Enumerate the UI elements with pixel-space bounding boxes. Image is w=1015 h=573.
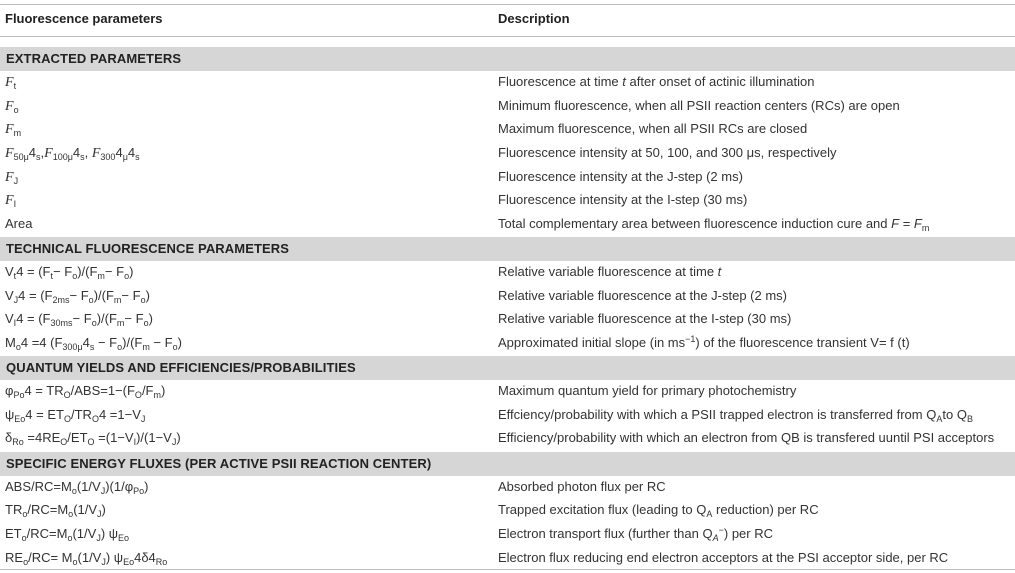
table-row [0, 213, 1015, 237]
description-cell: Absorbed photon flux per RC [498, 478, 666, 494]
parameter-cell: $\psi_{Eo}4 = ET_O/TR_O4 =1-V_J$ [5, 406, 146, 424]
section-title: EXTRACTED PARAMETERS [6, 51, 182, 66]
column-header-parameters: Fluorescence parameters [5, 11, 163, 26]
parameter-cell: $F_o$ [5, 98, 19, 115]
description-cell: Trapped excitation flux (leading to $Q_A$ reduction) per RC [498, 502, 819, 520]
description-cell: Electron flux reducing end electron acceptors at the PSI acceptor side, per RC [498, 549, 949, 565]
description-cell: Fluorescence at time t after onset of actinic illumination [498, 74, 815, 89]
parameter-cell: $TR_o/RC=M_o(1/V_J)$ [5, 502, 106, 520]
section-header [0, 237, 1015, 261]
table-row [0, 308, 1015, 332]
section-title: SPECIFIC ENERGY FLUXES (PER ACTIVE PSII REACTION CENTER) [6, 455, 432, 471]
section-title: QUANTUM YIELDS AND EFFICIENCIES/PROBABILITIES [6, 360, 356, 376]
table-row [0, 189, 1015, 213]
parameter-cell: $\delta_{Ro} =4RE_O/ET_O =(1-V_I)/(1-V_J)$ [5, 430, 181, 448]
table-row [0, 166, 1015, 190]
parameter-cell: ABS/$RC=M_o(1/V_J)(1/\varphi_{Po})$ [5, 478, 149, 496]
table-row [0, 404, 1015, 428]
parameter-cell: $ET_o/RC=M_o(1/V_J)$ $\psi_{Eo}$ [5, 525, 130, 543]
parameter-cell: $F_I$ [5, 193, 17, 210]
table-row [0, 427, 1015, 451]
description-cell: Minimum fluorescence, when all PSII reaction centers (RCs) are open [498, 97, 900, 113]
section-title: TECHNICAL FLUORESCENCE PARAMETERS [6, 241, 290, 257]
description-cell: Fluorescence intensity at 50, 100, and 300 μs, respectively [498, 144, 837, 160]
description-cell: Relative variable fluorescence at time t [498, 264, 722, 280]
description-cell: Fluorescence intensity at the I-step (30 ms) [498, 192, 748, 208]
parameter-cell: $F_{50\mu}4_s,F_{100\mu}4_s$, $F_{300}4_\mu 4_s$ [5, 144, 140, 162]
table-row [0, 285, 1015, 309]
description-cell: Approximated initial slope (in $ms^{-1}$) of the fluorescence transient V= f (t) [498, 334, 910, 350]
table-bottom-rule [0, 569, 1015, 570]
section-header [0, 356, 1015, 380]
section-header [0, 47, 1015, 71]
parameter-cell: $V_J4 = (F_{2ms}- F_o)/(F_m- F_o)$ [5, 287, 150, 305]
description-cell: Total complementary area between fluorescence induction cure and $F = F_m$ [498, 215, 930, 233]
parameter-cell: $M_o4 =4$ $(F_{300\mu}4_s - F_o)/(F_m - F_o)$ [5, 335, 182, 352]
parameter-cell: Area [5, 215, 33, 231]
parameter-cell: $V_I4 = (F_{30ms}- F_o)/(F_m- F_o)$ [5, 311, 153, 329]
table-row [0, 118, 1015, 142]
table-row [0, 523, 1015, 547]
parameter-cell: $F_J$ [5, 169, 19, 186]
table-row [0, 71, 1015, 95]
description-cell: Electron transport flux (further than $Q_A^-$) per RC [498, 524, 774, 543]
description-cell: Relative variable fluorescence at the J-step (2 ms) [498, 287, 788, 303]
column-header-description: Description [498, 11, 570, 26]
table-row [0, 476, 1015, 500]
description-cell: Maximum fluorescence, when all PSII RCs are closed [498, 121, 808, 137]
table-row [0, 95, 1015, 119]
description-cell: Maximum quantum yield for primary photochemistry [498, 383, 797, 399]
table-row [0, 380, 1015, 404]
table-row [0, 142, 1015, 166]
parameter-cell: $\varphi_{Po}4 = TR_O/ABS=1-(F_O/F_m)$ [5, 383, 166, 401]
description-cell: Fluorescence intensity at the J-step (2 ms) [498, 168, 743, 184]
header-rule [0, 36, 1015, 37]
description-cell: Efficiency/probability with which an electron from QB is transfered uuntil PSI acceptors [498, 430, 995, 446]
description-cell: Relative variable fluorescence at the I-step (30 ms) [498, 311, 792, 327]
description-cell: Effciency/probability with which a PSII trapped electron is transferred from $Q_Ato$ $Q_B$ [498, 406, 973, 424]
table-row [0, 332, 1015, 356]
parameter-cell: $F_t$ [5, 75, 17, 91]
table-row [0, 261, 1015, 285]
table-row [0, 499, 1015, 523]
parameter-cell: $RE_o/RC= M_o(1/V_J)$ $\psi_{Eo}4\delta 4_{Ro}$ [5, 549, 168, 567]
parameter-cell: $F_m$ [5, 122, 22, 139]
table-top-rule [0, 4, 1015, 5]
section-header [0, 452, 1015, 476]
parameter-cell: $V_t4 = (F_t- F_o)/(F_m- F_o)$ [5, 264, 134, 282]
table-row [0, 547, 1015, 571]
